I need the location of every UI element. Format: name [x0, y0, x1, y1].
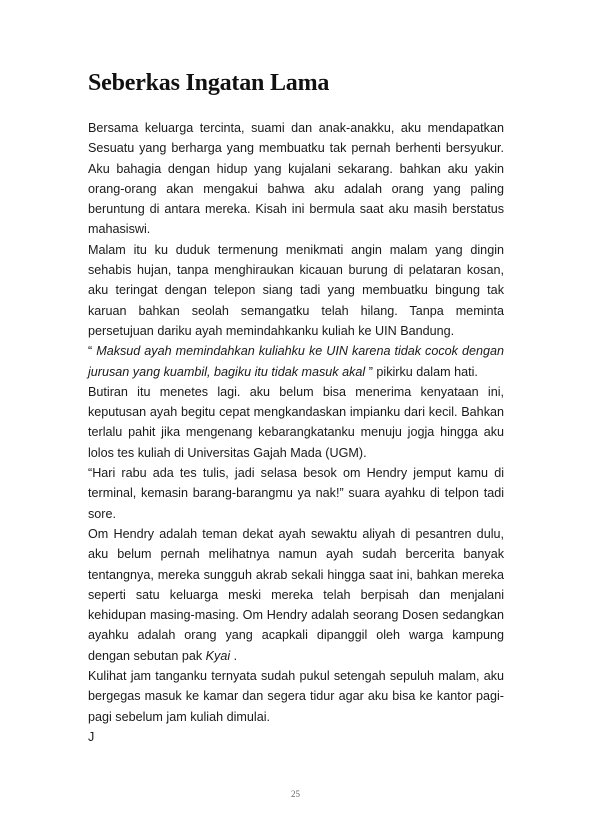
paragraph-3-quote: [88, 341, 504, 382]
page-number: 25: [291, 789, 300, 799]
paragraph-6-main: Om Hendry adalah teman dekat ayah sewaktu aliyah di pesantren dulu, aku belum pernah melihatnya namun ayah sudah bercerita banyak tentangnya, mereka sungguh akrab sekali hingga saat ini, bahkan mereka seperti satu keluarga meski mereka telah berpisah dan menjalani kehidupan masing-masing. Om Hendry adalah seorang Dosen sedangkan ayahku adalah orang yang acapkali dipanggil oleh warga kampung dengan sebutan pak: [88, 526, 504, 663]
quote-italic: Maksud ayah memindahkan kuliahku ke UIN karena tidak cocok dengan jurusan yang kuambil, bagiku itu tidak masuk akal: [88, 344, 504, 379]
paragraph-6: [88, 524, 504, 666]
paragraph-5: “Hari rabu ada tes tulis, jadi selasa besok om Hendry jemput kamu di terminal, kemasin barang-barangmu ya nak!” suara ayahku di telpon tadi sore.: [88, 466, 504, 521]
paragraph-1: Bersama keluarga tercinta, suami dan anak-anakku, aku mendapatkan Sesuatu yang berharga yang membuatku tak pernah berhenti bersyukur. Aku bahagia dengan hidup yang kujalani sekarang. bahkan aku yakin orang-orang akan mengakui bahwa aku adalah orang yang paling beruntung di antara mereka. Kisah ini bermula saat aku masih berstatus mahasiswi.: [88, 121, 504, 237]
paragraph-8: J: [88, 729, 95, 744]
paragraph-6-italic: Kyai: [205, 648, 231, 663]
body-text: [88, 118, 504, 747]
paragraph-6-end: .: [230, 648, 238, 663]
paragraph-7: Kulihat jam tanganku ternyata sudah pukul setengah sepuluh malam, aku bergegas masuk ke kamar dan segera tidur agar aku bisa ke kantor pagi-pagi sebelum jam kuliah dimulai.: [88, 669, 504, 724]
chapter-title: Seberkas Ingatan Lama: [88, 70, 330, 96]
paragraph-4: Butiran itu menetes lagi. aku belum bisa menerima kenyataan ini, keputusan ayah begitu cepat mengkandaskan impianku dari kecil. Bahkan terlalu pahit jika mengenang kebarangkatanku menuju jogja hingga aku lolos tes kuliah di Universitas Gajah Mada (UGM).: [88, 384, 504, 460]
paragraph-2: Malam itu ku duduk termenung menikmati angin malam yang dingin sehabis hujan, tanpa menghiraukan kicauan burung di pelataran kosan, aku teringat dengan telepon siang tadi yang membuatku bingung tak karuan bahkan seolah semangatku telah hilang. Tanpa meminta persetujuan dariku ayah memindahkanku kuliah ke UIN Bandung.: [88, 242, 504, 338]
quote-open: “: [88, 344, 97, 359]
quote-close: ” pikirku dalam hati.: [365, 364, 478, 379]
